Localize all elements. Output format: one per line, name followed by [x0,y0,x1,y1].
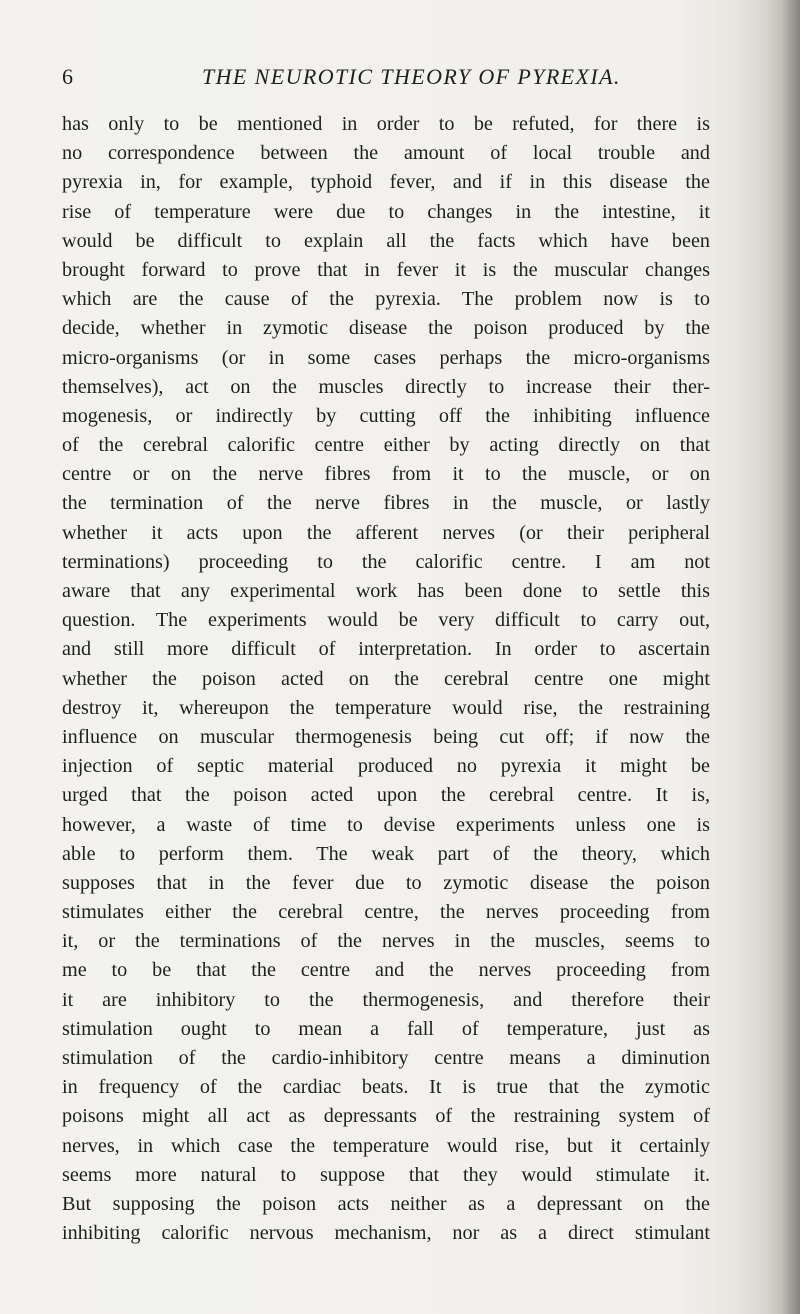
text-line: urged that the poison acted upon the cerebral centre. It is, [62,784,710,807]
text-line: the termination of the nerve fibres in the muscle, or lastly [62,492,710,515]
text-line: stimulation of the cardio-inhibitory centre means a diminution [62,1047,710,1069]
text-line: whether the poison acted on the cerebral centre one might [62,667,710,690]
text-line: mogenesis, or indirectly by cutting off the inhibiting influence [62,404,710,427]
text-line: But supposing the poison acts neither as a depressant on the [62,1192,710,1215]
text-line: poisons might all act as depressants of the restraining system of [62,1105,710,1128]
text-line: injection of septic material produced no pyrexia it might be [62,755,710,778]
text-line: decide, whether in zymotic disease the poison produced by the [62,317,710,340]
text-line: nerves, in which case the temperature would rise, but it certainly [62,1134,710,1157]
text-line: able to perform them. The weak part of the theory, which [62,842,710,865]
text-line: destroy it, whereupon the temperature would rise, the restraining [62,696,710,719]
text-line: no correspondence between the amount of local trouble and [62,142,710,165]
text-line: pyrexia in, for example, typhoid fever, and if in this disease the [62,171,710,194]
text-line: centre or on the nerve fibres from it to the muscle, or on [62,463,710,486]
text-line: it are inhibitory to the thermogenesis, and therefore their [62,988,710,1011]
text-line: themselves), act on the muscles directly to increase their ther- [62,375,710,398]
text-line: stimulates either the cerebral centre, the nerves proceeding from [62,901,710,924]
text-line: would be difficult to explain all the facts which have been [62,229,710,252]
text-line: has only to be mentioned in order to be refuted, for there is [62,113,710,135]
text-line: aware that any experimental work has been done to settle this [62,580,710,602]
text-line: supposes that in the fever due to zymotic disease the poison [62,871,710,894]
running-title: THE NEUROTIC THEORY OF PYREXIA. [202,64,621,89]
text-line: seems more natural to suppose that they would stimulate it. [62,1163,710,1186]
text-line: which are the cause of the pyrexia. The problem now is to [62,288,710,311]
page-number: 6 [62,64,74,89]
text-line: micro-organisms (or in some cases perhaps the micro-organisms [62,346,710,369]
text-line: me to be that the centre and the nerves proceeding from [62,959,710,982]
body-text [62,110,710,1248]
text-line: it, or the terminations of the nerves in the muscles, seems to [62,930,710,953]
text-line: brought forward to prove that in fever it is the muscular changes [62,258,710,281]
text-line: question. The experiments would be very difficult to carry out, [62,609,710,632]
text-line: influence on muscular thermogenesis being cut off; if now the [62,725,710,748]
text-line: whether it acts upon the afferent nerves (or their peripheral [62,521,710,544]
page-edge-shadow [766,0,800,1314]
text-line: of the cerebral calorific centre either by acting directly on that [62,434,710,457]
text-line: terminations) proceeding to the calorific centre. I am not [62,550,710,573]
text-line: in frequency of the cardiac beats. It is true that the zymotic [62,1076,710,1099]
text-line: stimulation ought to mean a fall of temperature, just as [62,1017,710,1040]
running-header [62,64,708,98]
text-line: rise of temperature were due to changes in the intestine, it [62,200,710,223]
text-line: however, a waste of time to devise experiments unless one is [62,813,710,836]
text-line: inhibiting calorific nervous mechanism, nor as a direct stimulant [62,1222,710,1245]
text-line: and still more difficult of interpretation. In order to ascertain [62,638,710,661]
